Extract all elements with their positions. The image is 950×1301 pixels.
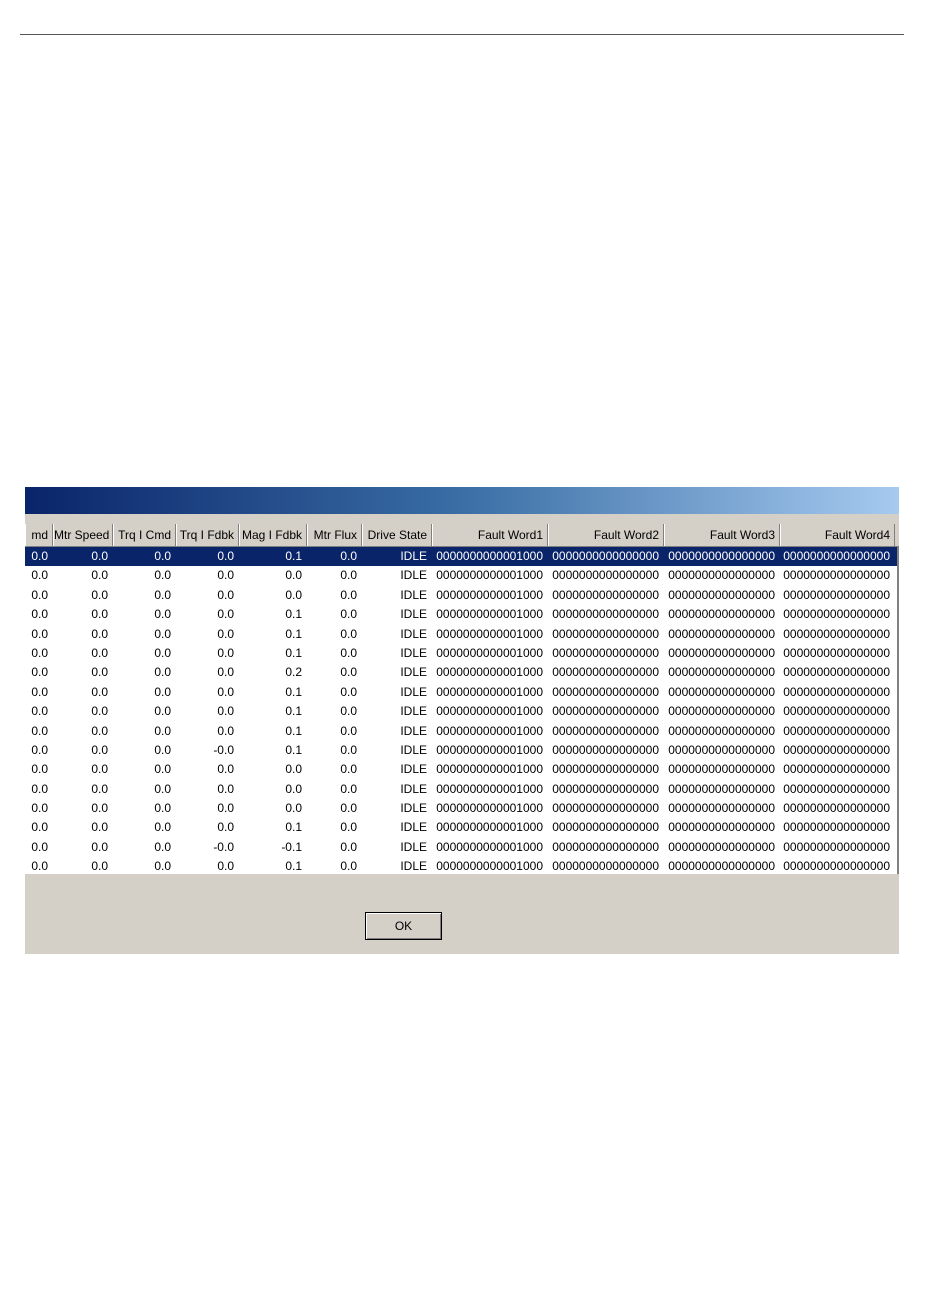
col-mtr-flux-cell: 0.0 bbox=[340, 820, 357, 835]
col-mag-i-fdbk-cell: 0.1 bbox=[285, 742, 302, 757]
col-cmd-partial-cell: 0.0 bbox=[31, 704, 48, 719]
col-drive-state-cell: IDLE bbox=[400, 607, 427, 622]
col-trq-i-fdbk-cell: 0.0 bbox=[217, 549, 234, 563]
col-drive-state-header[interactable]: Drive State bbox=[362, 524, 432, 546]
col-fault-word3-header[interactable]: Fault Word3 bbox=[664, 524, 780, 546]
col-mtr-flux-header[interactable]: Mtr Flux bbox=[307, 524, 362, 546]
col-fault-word1-cell: 0000000000001000 bbox=[436, 587, 543, 602]
col-trq-i-cmd-cell: 0.0 bbox=[154, 587, 171, 602]
col-mtr-speed-cell: 0.0 bbox=[91, 568, 108, 583]
col-trq-i-fdbk-cell: 0.0 bbox=[217, 762, 234, 777]
col-drive-state-cell: IDLE bbox=[400, 549, 427, 563]
col-mtr-speed-cell: 0.0 bbox=[91, 801, 108, 816]
table-row[interactable] bbox=[25, 644, 899, 663]
col-cmd-partial-cell: 0.0 bbox=[31, 665, 48, 680]
col-mtr-speed-header[interactable]: Mtr Speed bbox=[53, 524, 113, 546]
col-fault-word2-cell: 0000000000000000 bbox=[552, 665, 659, 680]
col-trq-i-fdbk-cell: 0.0 bbox=[217, 781, 234, 796]
col-fault-word1-cell: 0000000000001000 bbox=[436, 742, 543, 757]
col-mtr-flux-cell: 0.0 bbox=[340, 665, 357, 680]
table-row[interactable] bbox=[25, 722, 899, 741]
col-fault-word3-cell: 0000000000000000 bbox=[668, 626, 775, 641]
col-mag-i-fdbk-cell: 0.1 bbox=[285, 684, 302, 699]
col-trq-i-cmd-cell: 0.0 bbox=[154, 859, 171, 874]
grid-body bbox=[25, 547, 899, 874]
col-fault-word2-cell: 0000000000000000 bbox=[552, 859, 659, 874]
col-trq-i-fdbk-cell: 0.0 bbox=[217, 607, 234, 622]
col-fault-word1-cell: 0000000000001000 bbox=[436, 723, 543, 738]
col-fault-word3-cell: 0000000000000000 bbox=[668, 587, 775, 602]
col-fault-word2-cell: 0000000000000000 bbox=[552, 626, 659, 641]
col-mag-i-fdbk-cell: 0.0 bbox=[285, 568, 302, 583]
col-fault-word2-cell: 0000000000000000 bbox=[552, 607, 659, 622]
col-fault-word3-cell: 0000000000000000 bbox=[668, 781, 775, 796]
col-fault-word1-cell: 0000000000001000 bbox=[436, 781, 543, 796]
drive-data-dialog bbox=[25, 487, 899, 954]
col-mtr-speed-cell: 0.0 bbox=[91, 762, 108, 777]
grid-header bbox=[25, 524, 899, 547]
col-fault-word1-cell: 0000000000001000 bbox=[436, 607, 543, 622]
col-drive-state-cell: IDLE bbox=[400, 626, 427, 641]
table-row-selected[interactable] bbox=[25, 547, 899, 566]
col-mtr-flux-cell: 0.0 bbox=[340, 839, 357, 854]
col-trq-i-cmd-cell: 0.0 bbox=[154, 665, 171, 680]
col-fault-word2-cell: 0000000000000000 bbox=[552, 568, 659, 583]
col-mtr-flux-cell: 0.0 bbox=[340, 645, 357, 660]
col-fault-word2-cell: 0000000000000000 bbox=[552, 781, 659, 796]
col-mtr-flux-cell: 0.0 bbox=[340, 626, 357, 641]
col-mtr-flux-cell: 0.0 bbox=[340, 762, 357, 777]
col-mtr-flux-cell: 0.0 bbox=[340, 859, 357, 874]
col-trq-i-fdbk-cell: 0.0 bbox=[217, 626, 234, 641]
col-mag-i-fdbk-cell: 0.0 bbox=[285, 781, 302, 796]
col-mtr-speed-cell: 0.0 bbox=[91, 859, 108, 874]
col-mtr-flux-cell: 0.0 bbox=[340, 723, 357, 738]
col-drive-state-cell: IDLE bbox=[400, 684, 427, 699]
col-trq-i-cmd-cell: 0.0 bbox=[154, 839, 171, 854]
col-cmd-partial-cell: 0.0 bbox=[31, 820, 48, 835]
col-mtr-speed-cell: 0.0 bbox=[91, 607, 108, 622]
col-fault-word4-cell: 0000000000000000 bbox=[783, 626, 890, 641]
col-drive-state-cell: IDLE bbox=[400, 587, 427, 602]
col-trq-i-fdbk-cell: 0.0 bbox=[217, 801, 234, 816]
col-trq-i-fdbk-cell: 0.0 bbox=[217, 684, 234, 699]
col-mag-i-fdbk-cell: 0.1 bbox=[285, 859, 302, 874]
col-fault-word1-cell: 0000000000001000 bbox=[436, 665, 543, 680]
col-trq-i-cmd-cell: 0.0 bbox=[154, 723, 171, 738]
col-trq-i-cmd-cell: 0.0 bbox=[154, 645, 171, 660]
table-row[interactable] bbox=[25, 683, 899, 702]
col-fault-word3-cell: 0000000000000000 bbox=[668, 762, 775, 777]
col-mag-i-fdbk-cell: 0.2 bbox=[285, 665, 302, 680]
col-fault-word4-cell: 0000000000000000 bbox=[783, 742, 890, 757]
col-mtr-speed-cell: 0.0 bbox=[91, 839, 108, 854]
table-row[interactable] bbox=[25, 566, 899, 585]
col-fault-word1-cell: 0000000000001000 bbox=[436, 859, 543, 874]
col-fault-word1-cell: 0000000000001000 bbox=[436, 645, 543, 660]
col-trq-i-cmd-cell: 0.0 bbox=[154, 762, 171, 777]
col-drive-state-cell: IDLE bbox=[400, 762, 427, 777]
col-mtr-speed-cell: 0.0 bbox=[91, 684, 108, 699]
col-fault-word1-cell: 0000000000001000 bbox=[436, 626, 543, 641]
col-fault-word4-cell: 0000000000000000 bbox=[783, 820, 890, 835]
col-mtr-flux-cell: 0.0 bbox=[340, 801, 357, 816]
col-drive-state-cell: IDLE bbox=[400, 742, 427, 757]
table-row[interactable] bbox=[25, 702, 899, 721]
col-mtr-flux-cell: 0.0 bbox=[340, 684, 357, 699]
col-fault-word4-header[interactable]: Fault Word4 bbox=[780, 524, 895, 546]
col-cmd-partial-cell: 0.0 bbox=[31, 626, 48, 641]
col-cmd-partial-header[interactable]: md bbox=[25, 524, 53, 546]
col-trq-i-cmd-cell: 0.0 bbox=[154, 684, 171, 699]
col-fault-word1-cell: 0000000000001000 bbox=[436, 684, 543, 699]
col-trq-i-fdbk-cell: 0.0 bbox=[217, 645, 234, 660]
page-header-rule bbox=[20, 34, 904, 35]
col-cmd-partial-cell: 0.0 bbox=[31, 859, 48, 874]
col-drive-state-cell: IDLE bbox=[400, 781, 427, 796]
col-fault-word3-cell: 0000000000000000 bbox=[668, 607, 775, 622]
data-grid[interactable] bbox=[25, 524, 899, 874]
col-fault-word2-cell: 0000000000000000 bbox=[552, 645, 659, 660]
col-fault-word3-cell: 0000000000000000 bbox=[668, 549, 775, 563]
col-fault-word2-header[interactable]: Fault Word2 bbox=[548, 524, 664, 546]
col-fault-word2-cell: 0000000000000000 bbox=[552, 801, 659, 816]
col-fault-word4-cell: 0000000000000000 bbox=[783, 684, 890, 699]
col-fault-word1-cell: 0000000000001000 bbox=[436, 568, 543, 583]
col-cmd-partial-cell: 0.0 bbox=[31, 839, 48, 854]
col-trq-i-cmd-cell: 0.0 bbox=[154, 626, 171, 641]
table-row[interactable] bbox=[25, 838, 899, 857]
col-fault-word1-header[interactable]: Fault Word1 bbox=[432, 524, 548, 546]
col-mag-i-fdbk-cell: 0.1 bbox=[285, 626, 302, 641]
col-mtr-flux-cell: 0.0 bbox=[340, 704, 357, 719]
col-fault-word3-cell: 0000000000000000 bbox=[668, 742, 775, 757]
col-fault-word2-cell: 0000000000000000 bbox=[552, 587, 659, 602]
col-fault-word2-cell: 0000000000000000 bbox=[552, 742, 659, 757]
col-fault-word1-cell: 0000000000001000 bbox=[436, 549, 543, 563]
col-mtr-speed-cell: 0.0 bbox=[91, 549, 108, 563]
table-row[interactable] bbox=[25, 605, 899, 624]
col-drive-state-cell: IDLE bbox=[400, 645, 427, 660]
col-fault-word1-cell: 0000000000001000 bbox=[436, 839, 543, 854]
col-fault-word4-cell: 0000000000000000 bbox=[783, 704, 890, 719]
col-mag-i-fdbk-cell: 0.0 bbox=[285, 762, 302, 777]
col-fault-word3-cell: 0000000000000000 bbox=[668, 820, 775, 835]
col-trq-i-cmd-cell: 0.0 bbox=[154, 607, 171, 622]
table-row[interactable] bbox=[25, 799, 899, 818]
col-fault-word4-cell: 0000000000000000 bbox=[783, 839, 890, 854]
col-mag-i-fdbk-cell: 0.1 bbox=[285, 820, 302, 835]
col-mtr-speed-cell: 0.0 bbox=[91, 781, 108, 796]
col-fault-word4-cell: 0000000000000000 bbox=[783, 859, 890, 874]
col-fault-word3-cell: 0000000000000000 bbox=[668, 839, 775, 854]
col-mag-i-fdbk-cell: 0.1 bbox=[285, 549, 302, 563]
col-cmd-partial-cell: 0.0 bbox=[31, 684, 48, 699]
col-trq-i-cmd-cell: 0.0 bbox=[154, 820, 171, 835]
col-mtr-flux-cell: 0.0 bbox=[340, 742, 357, 757]
grid-right-edge bbox=[897, 547, 899, 874]
col-mag-i-fdbk-cell: 0.1 bbox=[285, 645, 302, 660]
col-trq-i-fdbk-cell: 0.0 bbox=[217, 859, 234, 874]
col-mtr-speed-cell: 0.0 bbox=[91, 820, 108, 835]
col-mtr-flux-cell: 0.0 bbox=[340, 568, 357, 583]
col-fault-word4-cell: 0000000000000000 bbox=[783, 665, 890, 680]
col-mag-i-fdbk-header[interactable]: Mag I Fdbk bbox=[239, 524, 307, 546]
col-fault-word1-cell: 0000000000001000 bbox=[436, 801, 543, 816]
col-mtr-speed-cell: 0.0 bbox=[91, 587, 108, 602]
col-fault-word3-cell: 0000000000000000 bbox=[668, 801, 775, 816]
col-fault-word4-cell: 0000000000000000 bbox=[783, 549, 890, 563]
col-cmd-partial-cell: 0.0 bbox=[31, 568, 48, 583]
col-drive-state-cell: IDLE bbox=[400, 568, 427, 583]
col-mtr-flux-cell: 0.0 bbox=[340, 549, 357, 563]
col-cmd-partial-cell: 0.0 bbox=[31, 645, 48, 660]
table-row[interactable] bbox=[25, 663, 899, 682]
col-fault-word2-cell: 0000000000000000 bbox=[552, 723, 659, 738]
col-fault-word2-cell: 0000000000000000 bbox=[552, 684, 659, 699]
col-fault-word2-cell: 0000000000000000 bbox=[552, 839, 659, 854]
col-mtr-speed-cell: 0.0 bbox=[91, 626, 108, 641]
col-drive-state-cell: IDLE bbox=[400, 665, 427, 680]
col-trq-i-cmd-cell: 0.0 bbox=[154, 742, 171, 757]
table-row[interactable] bbox=[25, 760, 899, 779]
col-trq-i-fdbk-cell: 0.0 bbox=[217, 723, 234, 738]
col-cmd-partial-cell: 0.0 bbox=[31, 723, 48, 738]
col-fault-word2-cell: 0000000000000000 bbox=[552, 549, 659, 563]
col-mtr-speed-cell: 0.0 bbox=[91, 742, 108, 757]
col-trq-i-cmd-cell: 0.0 bbox=[154, 704, 171, 719]
col-trq-i-fdbk-cell: 0.0 bbox=[217, 568, 234, 583]
col-cmd-partial-cell: 0.0 bbox=[31, 801, 48, 816]
col-fault-word3-cell: 0000000000000000 bbox=[668, 859, 775, 874]
col-cmd-partial-cell: 0.0 bbox=[31, 762, 48, 777]
col-drive-state-cell: IDLE bbox=[400, 704, 427, 719]
col-fault-word3-cell: 0000000000000000 bbox=[668, 568, 775, 583]
col-fault-word1-cell: 0000000000001000 bbox=[436, 704, 543, 719]
col-drive-state-cell: IDLE bbox=[400, 839, 427, 854]
table-row[interactable] bbox=[25, 857, 899, 874]
col-cmd-partial-cell: 0.0 bbox=[31, 742, 48, 757]
col-cmd-partial-cell: 0.0 bbox=[31, 607, 48, 622]
col-trq-i-cmd-cell: 0.0 bbox=[154, 781, 171, 796]
col-fault-word4-cell: 0000000000000000 bbox=[783, 568, 890, 583]
table-row[interactable] bbox=[25, 625, 899, 644]
col-fault-word4-cell: 0000000000000000 bbox=[783, 781, 890, 796]
col-fault-word3-cell: 0000000000000000 bbox=[668, 665, 775, 680]
col-fault-word3-cell: 0000000000000000 bbox=[668, 723, 775, 738]
col-fault-word3-cell: 0000000000000000 bbox=[668, 704, 775, 719]
col-trq-i-cmd-header[interactable]: Trq I Cmd bbox=[113, 524, 176, 546]
col-mtr-speed-cell: 0.0 bbox=[91, 704, 108, 719]
col-trq-i-cmd-cell: 0.0 bbox=[154, 801, 171, 816]
col-trq-i-cmd-cell: 0.0 bbox=[154, 568, 171, 583]
col-mtr-speed-cell: 0.0 bbox=[91, 665, 108, 680]
col-fault-word1-cell: 0000000000001000 bbox=[436, 762, 543, 777]
col-mtr-speed-cell: 0.0 bbox=[91, 723, 108, 738]
col-drive-state-cell: IDLE bbox=[400, 820, 427, 835]
col-fault-word1-cell: 0000000000001000 bbox=[436, 820, 543, 835]
col-trq-i-fdbk-cell: 0.0 bbox=[217, 665, 234, 680]
col-drive-state-cell: IDLE bbox=[400, 859, 427, 874]
dialog-titlebar[interactable] bbox=[25, 487, 899, 514]
col-fault-word3-cell: 0000000000000000 bbox=[668, 645, 775, 660]
col-cmd-partial-cell: 0.0 bbox=[31, 587, 48, 602]
col-trq-i-cmd-cell: 0.0 bbox=[154, 549, 171, 563]
col-trq-i-fdbk-cell: -0.0 bbox=[213, 839, 234, 854]
col-fault-word2-cell: 0000000000000000 bbox=[552, 820, 659, 835]
col-trq-i-fdbk-cell: 0.0 bbox=[217, 587, 234, 602]
col-fault-word4-cell: 0000000000000000 bbox=[783, 587, 890, 602]
col-cmd-partial-cell: 0.0 bbox=[31, 549, 48, 563]
col-mag-i-fdbk-cell: -0.1 bbox=[281, 839, 302, 854]
col-fault-word2-cell: 0000000000000000 bbox=[552, 762, 659, 777]
table-row[interactable] bbox=[25, 818, 899, 837]
col-mtr-flux-cell: 0.0 bbox=[340, 781, 357, 796]
table-row[interactable] bbox=[25, 741, 899, 760]
col-mtr-flux-cell: 0.0 bbox=[340, 607, 357, 622]
col-mag-i-fdbk-cell: 0.0 bbox=[285, 801, 302, 816]
col-mag-i-fdbk-cell: 0.1 bbox=[285, 607, 302, 622]
col-drive-state-cell: IDLE bbox=[400, 801, 427, 816]
col-trq-i-fdbk-cell: 0.0 bbox=[217, 704, 234, 719]
col-mtr-speed-cell: 0.0 bbox=[91, 645, 108, 660]
col-fault-word4-cell: 0000000000000000 bbox=[783, 762, 890, 777]
col-fault-word4-cell: 0000000000000000 bbox=[783, 645, 890, 660]
col-mag-i-fdbk-cell: 0.1 bbox=[285, 704, 302, 719]
col-drive-state-cell: IDLE bbox=[400, 723, 427, 738]
table-row[interactable] bbox=[25, 780, 899, 799]
dialog-button-panel bbox=[25, 887, 899, 954]
col-mtr-flux-cell: 0.0 bbox=[340, 587, 357, 602]
col-cmd-partial-cell: 0.0 bbox=[31, 781, 48, 796]
col-fault-word3-cell: 0000000000000000 bbox=[668, 684, 775, 699]
ok-button[interactable]: OK bbox=[365, 912, 442, 940]
col-mag-i-fdbk-cell: 0.1 bbox=[285, 723, 302, 738]
col-fault-word4-cell: 0000000000000000 bbox=[783, 723, 890, 738]
col-trq-i-fdbk-cell: 0.0 bbox=[217, 820, 234, 835]
col-fault-word2-cell: 0000000000000000 bbox=[552, 704, 659, 719]
col-fault-word4-cell: 0000000000000000 bbox=[783, 607, 890, 622]
col-fault-word4-cell: 0000000000000000 bbox=[783, 801, 890, 816]
col-mag-i-fdbk-cell: 0.0 bbox=[285, 587, 302, 602]
table-row[interactable] bbox=[25, 586, 899, 605]
col-trq-i-fdbk-header[interactable]: Trq I Fdbk bbox=[176, 524, 239, 546]
col-trq-i-fdbk-cell: -0.0 bbox=[213, 742, 234, 757]
